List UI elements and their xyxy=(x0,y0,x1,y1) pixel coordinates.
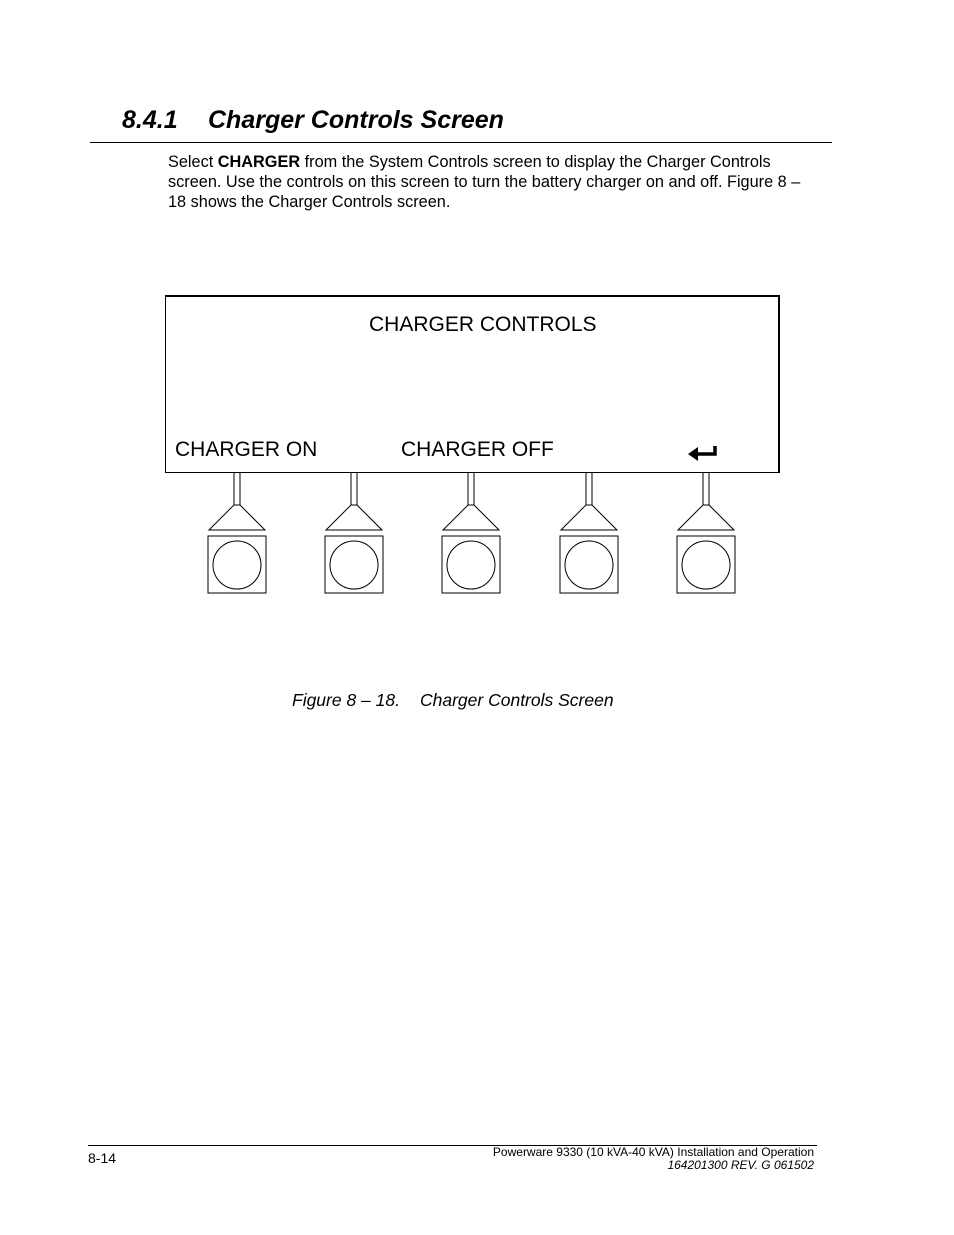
footer-doc-number: 164201300 REV. G 061502 xyxy=(667,1158,814,1172)
softkey-4[interactable] xyxy=(560,472,618,593)
softkey-2[interactable] xyxy=(325,472,383,593)
section-heading xyxy=(122,106,504,135)
lcd-title: CHARGER CONTROLS xyxy=(369,313,597,336)
charger-keyword: CHARGER xyxy=(217,153,301,171)
body-paragraph xyxy=(168,152,818,212)
section-title: Charger Controls Screen xyxy=(208,106,504,134)
figure-caption xyxy=(292,690,614,711)
intro-text-start: Select xyxy=(168,153,218,171)
softkey-5[interactable] xyxy=(677,472,735,593)
figure-number: Figure 8 – 18. xyxy=(292,690,400,710)
softkey-1[interactable] xyxy=(208,472,266,593)
section-number: 8.4.1 xyxy=(122,106,178,134)
return-arrow-icon xyxy=(687,443,721,463)
heading-rule xyxy=(90,142,832,143)
softkey-label-charger-on: CHARGER ON xyxy=(175,438,318,461)
figure-title: Charger Controls Screen xyxy=(420,690,614,710)
softkey-3[interactable] xyxy=(442,472,500,593)
intro-text-end: from the System Controls screen to display the Charger Controls screen. Use the controls on this screen to turn the battery charger on and off. Figure 8 – 18 shows the Charger Controls screen. xyxy=(168,153,801,211)
page-number: 8-14 xyxy=(88,1150,117,1166)
lcd-screen xyxy=(165,295,780,473)
softkey-label-charger-off: CHARGER OFF xyxy=(401,438,554,461)
footer-doc-title: Powerware 9330 (10 kVA-40 kVA) Installation and Operation xyxy=(492,1145,814,1159)
